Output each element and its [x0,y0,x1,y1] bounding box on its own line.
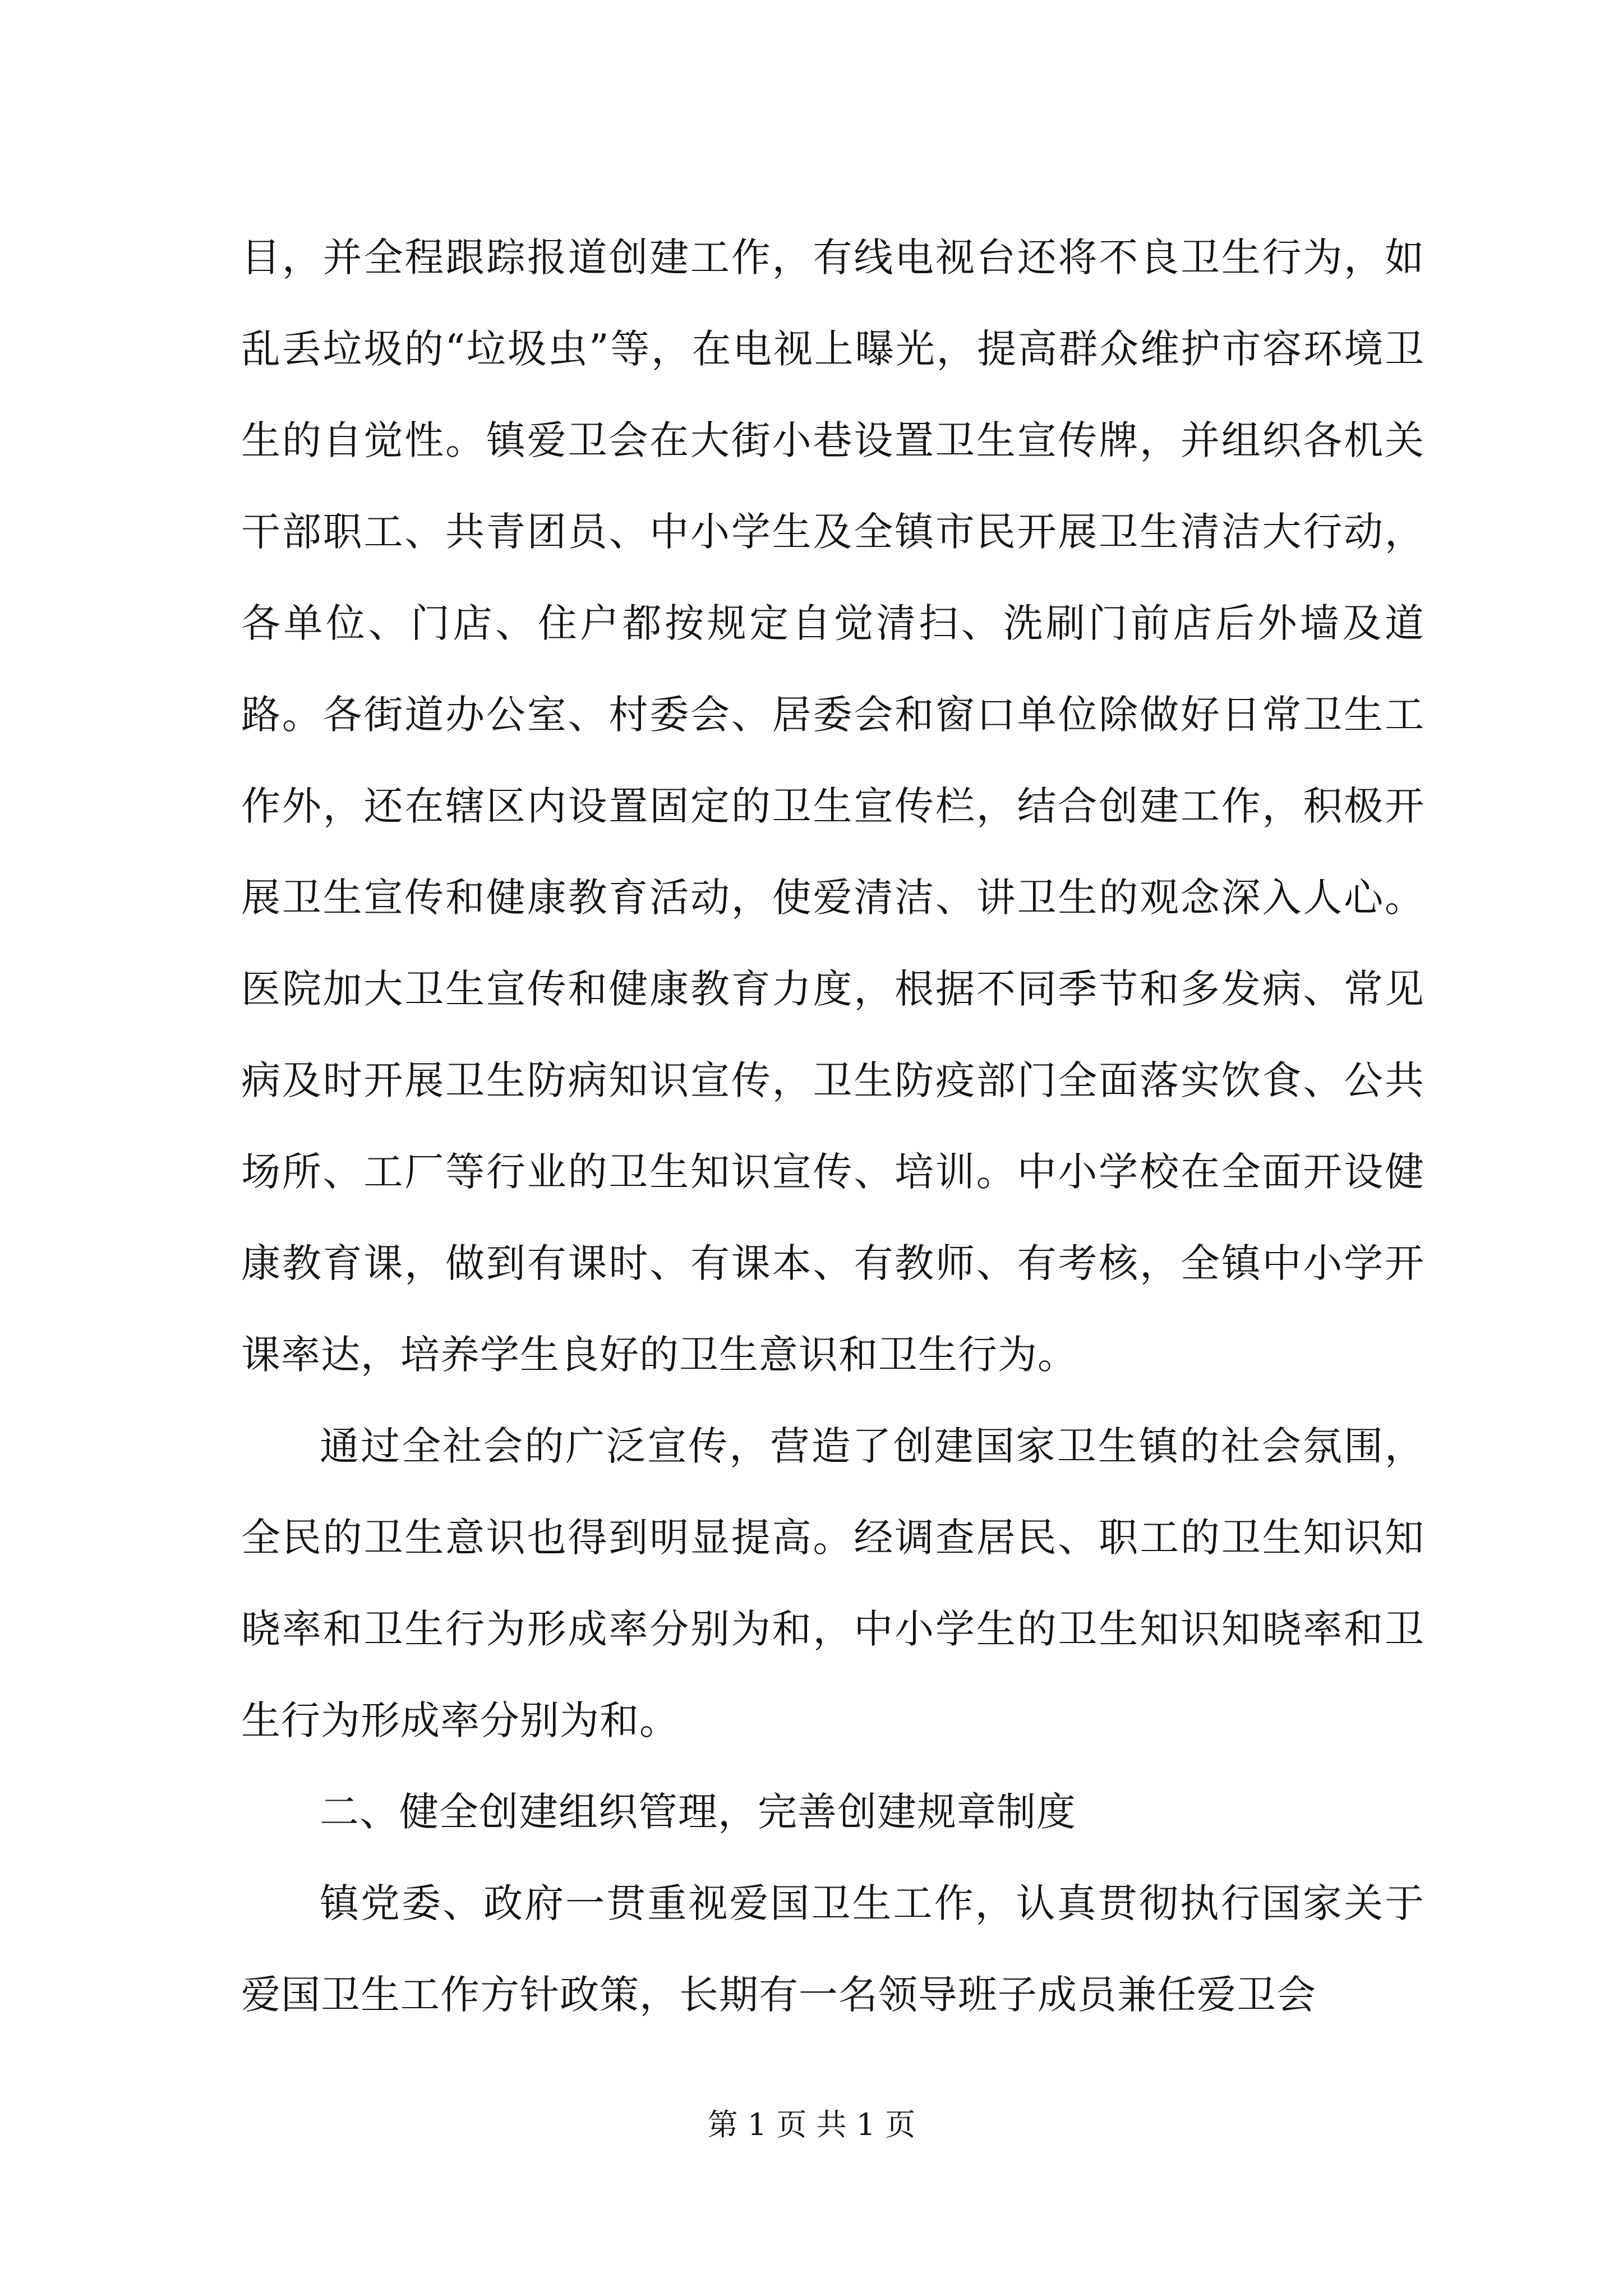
paragraph-1: 目，并全程跟踪报道创建工作，有线电视台还将不良卫生行为，如乱丢垃圾的“垃圾虫”等，在电视上曝光，提高群众维护市容环境卫生的自觉性。镇爱卫会在大街小巷设置卫生宣传牌，并组织各机关干部职工、共青团员、中小学生及全镇市民开展卫生清洁大行动，各单位、门店、住户都按规定自觉清扫、洗刷门前店后外墙及道路。各街道办公室、村委会、居委会和窗口单位除做好日常卫生工作外，还在辖区内设置固定的卫生宣传栏，结合创建工作，积极开展卫生宣传和健康教育活动，使爱清洁、讲卫生的观念深入人心。医院加大卫生宣传和健康教育力度，根据不同季节和多发病、常见病及时开展卫生防病知识宣传，卫生防疫部门全面落实饮食、公共场所、工厂等行业的卫生知识宣传、培训。中小学校在全面开设健康教育课，做到有课时、有课本、有教师、有考核，全镇中小学开课率达，培养学生良好的卫生意识和卫生行为。 [241,234,1424,1378]
document-body [241,212,1424,2041]
section-heading: 二、健全创建组织管理，完善创建规章制度 [320,1789,1076,1835]
paragraph-3: 镇党委、政府一贯重视爱国卫生工作，认真贯彻执行国家关于爱国卫生工作方针政策，长期有一名领导班子成员兼任爱卫会 [241,1880,1424,2018]
page-footer: 第 1 页 共 1 页 [707,2107,916,2142]
paragraph-2: 通过全社会的广泛宣传，营造了创建国家卫生镇的社会氛围，全民的卫生意识也得到明显提高。经调查居民、职工的卫生知识知晓率和卫生行为形成率分别为和，中小学生的卫生知识知晓率和卫生行为形成率分别为和。 [241,1423,1424,1743]
